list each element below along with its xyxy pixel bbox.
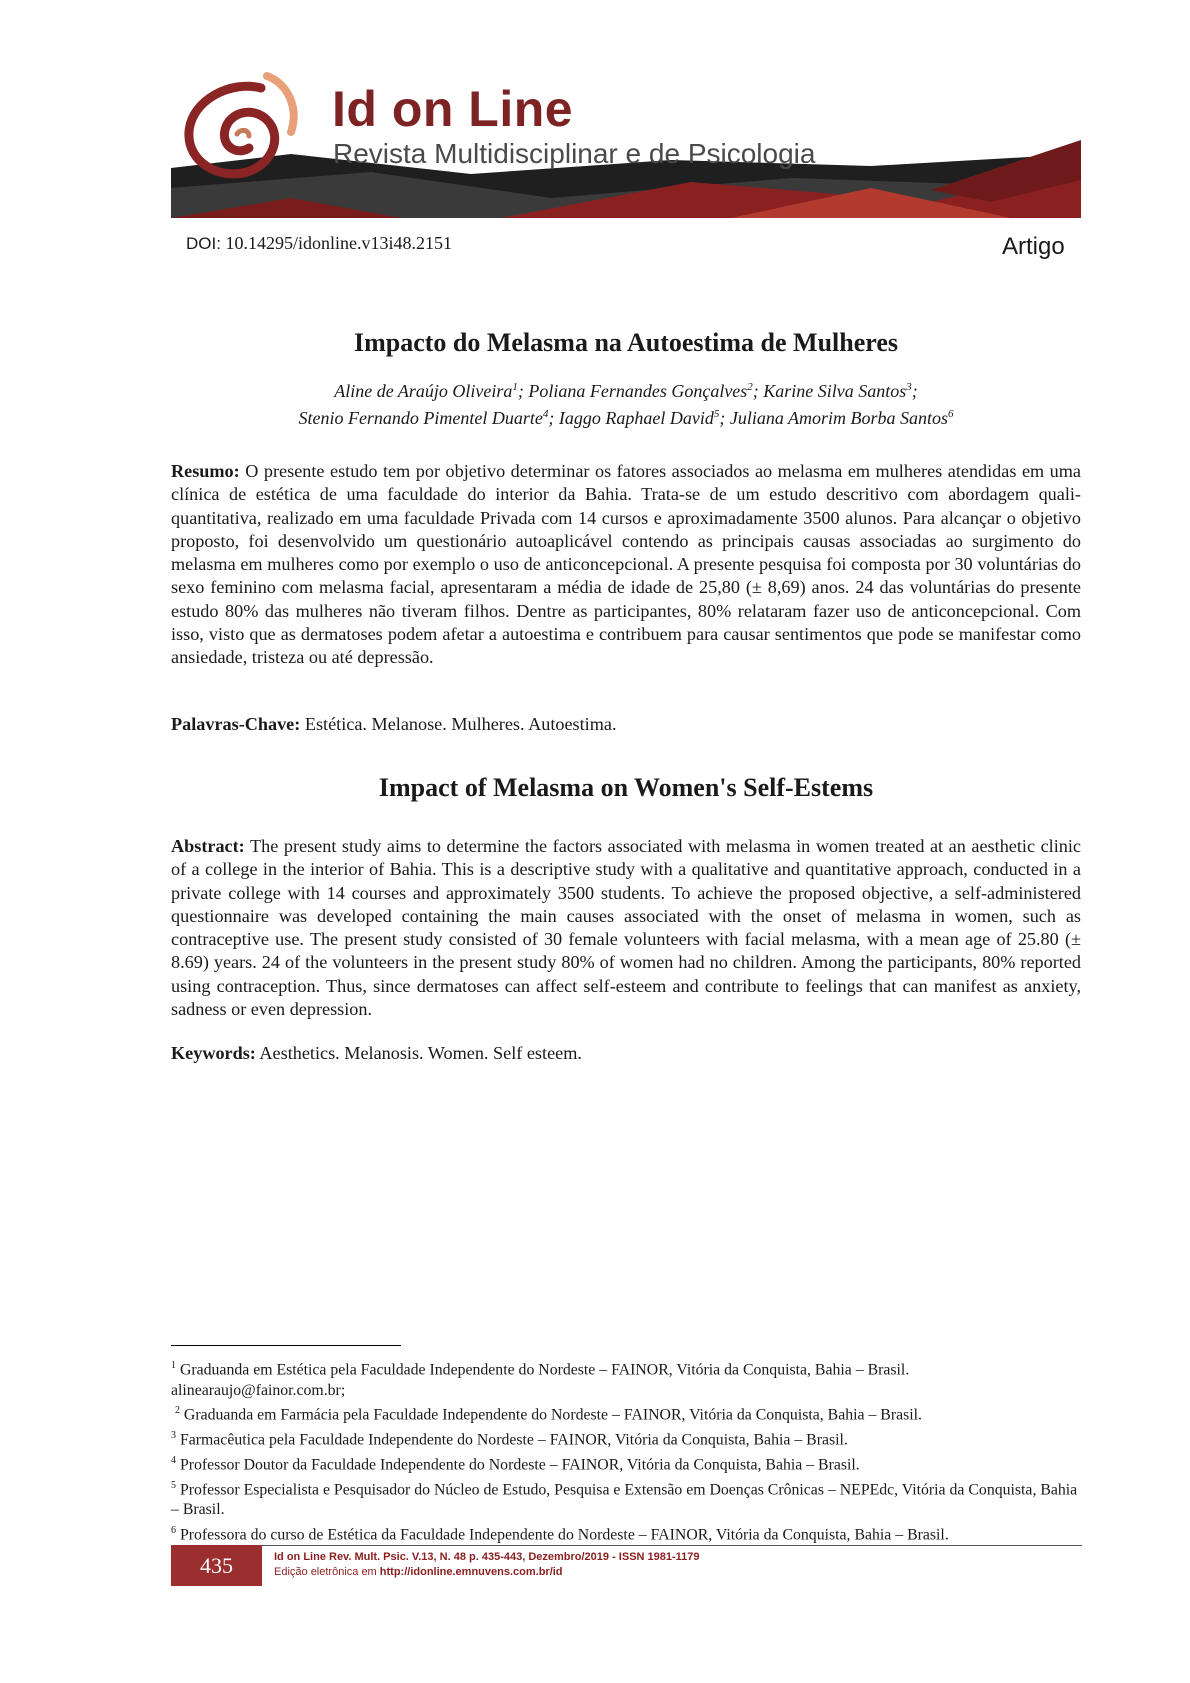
author: Karine Silva Santos$^3$; — [763, 381, 918, 401]
author: Stenio Fernando Pimentel Duarte$^4$; — [298, 408, 559, 428]
journal-subtitle: Revista Multidisciplinar e de Psicologia — [333, 138, 816, 169]
footnote: $^4$ Professor Doutor da Faculdade Independente do Nordeste – FAINOR, Vitória da Conquista, Bahia – Brasil. — [171, 1454, 860, 1474]
author: Iaggo Raphael David$^5$; — [558, 408, 730, 428]
footnote: $^1$ Graduanda em Estética pela Faculdade Independente do Nordeste – FAINOR, Vitória da Conquista, Bahia – Brasil. alinearaujo@fainor.com.br; — [171, 1360, 910, 1399]
footer-url-link[interactable]: http://idonline.emnuvens.com.br/id — [379, 1566, 563, 1578]
doi-value[interactable]: 10.14295/idonline.v13i48.2151 — [225, 233, 452, 253]
keywords-line — [171, 1042, 1081, 1065]
abstract-text: The present study aims to determine the factors associated with melasma in women treated at an aesthetic clinic of a college in the interior of Bahia. This is a descriptive study with a qualitative and quantitative approach, conducted in a private college with 14 courses and approximately 3500 students. To achieve the proposed objective, a self-administered questionnaire was developed containing the main causes associated with the onset of melasma in women, such as contraceptive use. The present study consisted of 30 female volunteers with facial melasma, with a mean age of 25.80 (± 8.69) years. 24 of the volunteers in the present study 80% of women had no children. Among the participants, 80% reported using contraception. Thus, since dermatoses can affect self-esteem and contribute to feelings that can manifest as anxiety, sadness or even depression. — [171, 836, 1082, 1020]
doi-line — [186, 233, 452, 254]
keywords-text: Aesthetics. Melanosis. Women. Self esteem. — [259, 1043, 582, 1063]
resumo-label: Resumo: — [171, 461, 240, 481]
journal-title: Id on Line — [332, 81, 574, 137]
footnote: $^3$ Farmacêutica pela Faculdade Independente do Nordeste – FAINOR, Vitória da Conquista, Bahia – Brasil. — [171, 1430, 848, 1449]
journal-banner — [171, 70, 1081, 220]
page-number: 435 — [171, 1545, 262, 1586]
article-type: Artigo — [1002, 233, 1065, 260]
footer-journal-info: Id on Line Rev. Mult. Psic. V.13, N. 48 p. 435-443, Dezembro/2019 - ISSN 1981-1179 — [274, 1551, 700, 1563]
palavras-chave-line — [171, 713, 1081, 736]
palavras-chave-label: Palavras-Chave: — [171, 714, 301, 734]
footer-url-prefix: Edição eletrônica em — [274, 1566, 377, 1578]
footnote: $^2$ Graduanda em Farmácia pela Faculdade Independente do Nordeste – FAINOR, Vitória da Conquista, Bahia – Brasil. — [174, 1405, 922, 1424]
footnotes — [171, 1356, 1081, 1546]
resumo-paragraph — [171, 460, 1081, 670]
doi-prefix: DOI: — [186, 234, 221, 253]
footer-url-line — [274, 1566, 563, 1578]
author-list — [171, 376, 1081, 430]
footer-rule — [262, 1545, 1082, 1546]
title-english: Impact of Melasma on Women's Self-Estems — [378, 773, 874, 802]
abstract-label: Abstract: — [171, 836, 245, 856]
keywords-label: Keywords: — [171, 1043, 256, 1063]
resumo-text: O presente estudo tem por objetivo determinar os fatores associados ao melasma em mulheres atendidas em uma clínica de estética de uma faculdade do interior da Bahia. Trata-se de um estudo descritivo com abordagem quali-quantitativa, realizado em uma faculdade Privada com 14 cursos e aproximadamente 3500 alunos. Para alcançar o objetivo proposto, foi desenvolvido um questionário autoaplicável contendo as principais causas associadas ao surgimento do melasma em mulheres como por exemplo o uso de anticoncepcional. A presente pesquisa foi composta por 30 voluntárias do sexo feminino com melasma facial, apresentaram a média de idade de 25,80 (± 8,69) anos. 24 das voluntárias do presente estudo 80% das mulheres não tiveram filhos. Dentre as participantes, 80% relataram fazer uso de anticoncepcional. Com isso, visto que as dermatoses podem afetar a autoestima e contribuem para causar sentimentos que pode se manifestar como ansiedade, tristeza ou até depressão. — [171, 461, 1081, 668]
author: Aline de Araújo Oliveira$^1$; — [334, 381, 529, 401]
abstract-paragraph — [171, 835, 1081, 1021]
footnote-divider — [171, 1345, 401, 1346]
title-portuguese: Impacto do Melasma na Autoestima de Mulheres — [353, 328, 899, 357]
author: Juliana Amorim Borba Santos$^6$ — [729, 408, 954, 428]
author: Poliana Fernandes Gonçalves$^2$; — [528, 381, 764, 401]
palavras-chave-text: Estética. Melanose. Mulheres. Autoestima. — [304, 714, 617, 734]
footnote: $^6$ Professora do curso de Estética da Faculdade Independente do Nordeste – FAINOR, Vitória da Conquista, Bahia – Brasil. — [171, 1524, 949, 1544]
footnote: $^5$ Professor Especialista e Pesquisador do Núcleo de Estudo, Pesquisa e Extensão em Doenças Crônicas – NEPEdc, Vitória da Conquista, Bahia – Brasil. — [171, 1479, 1078, 1519]
